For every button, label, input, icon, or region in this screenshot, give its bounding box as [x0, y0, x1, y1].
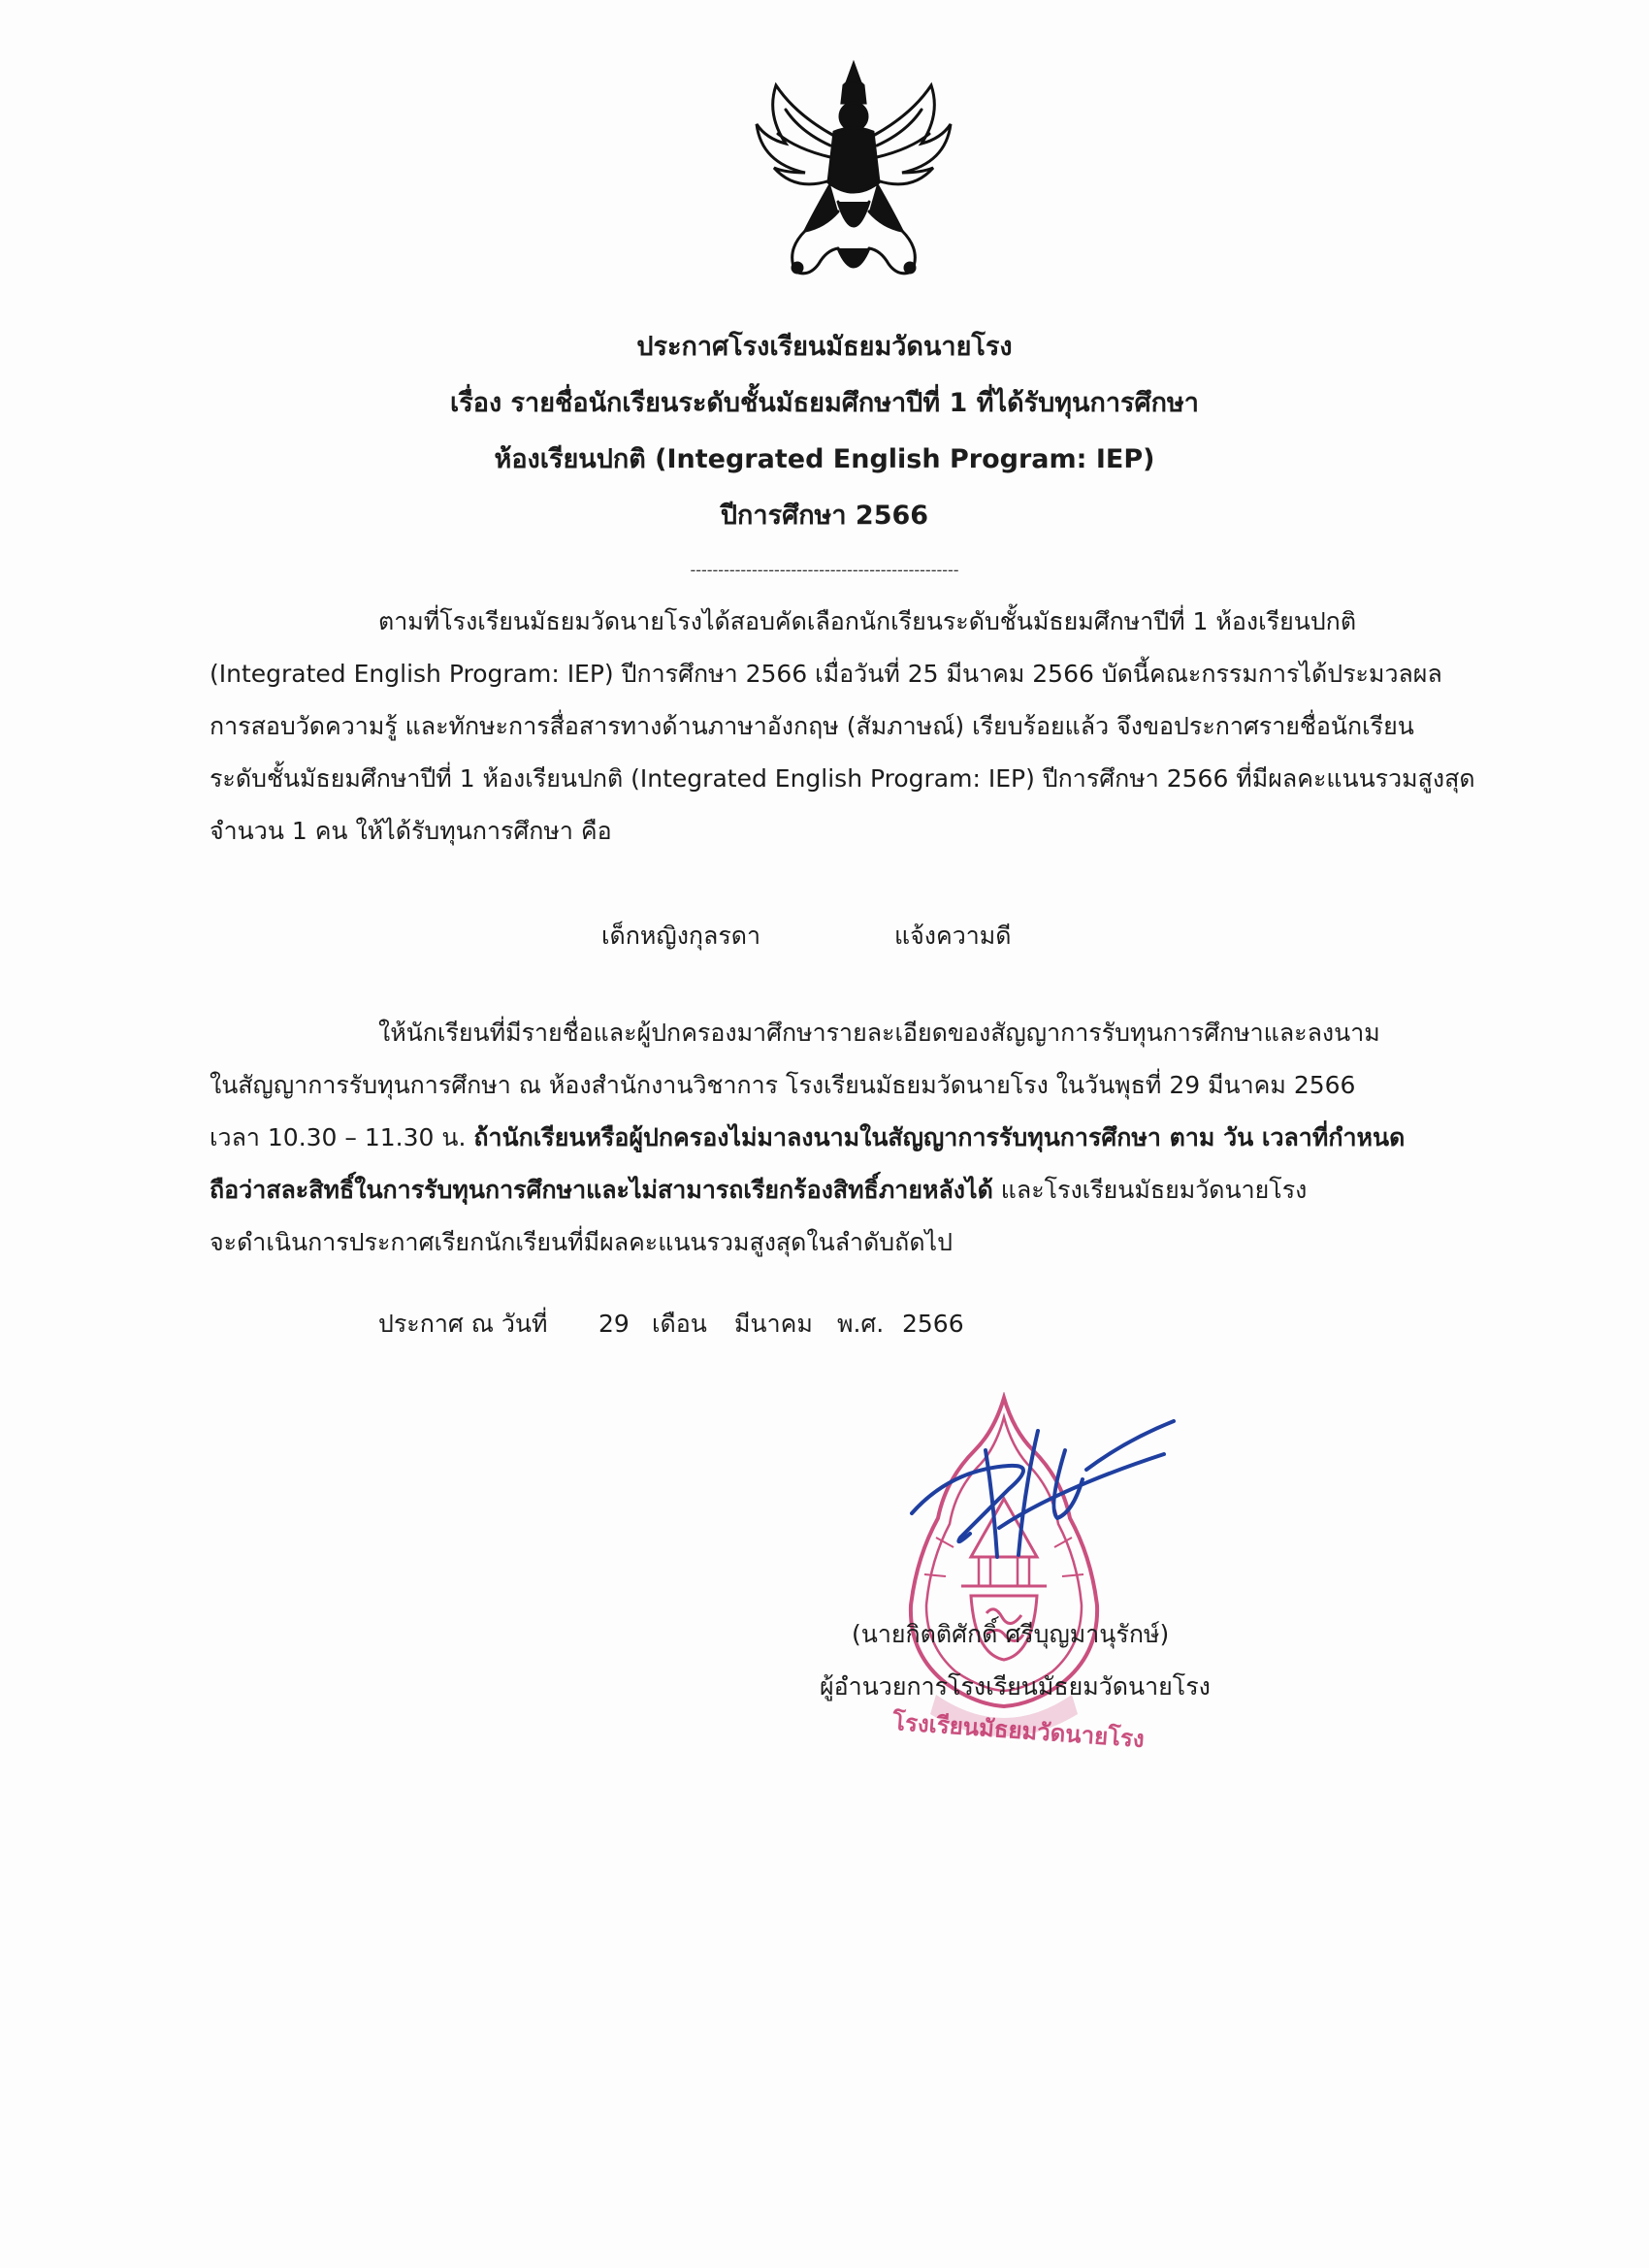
- paragraph2-line4-forfeit: ถือว่าสละสิทธิ์ในการรับทุนการศึกษาและไม่สามารถเรียกร้องสิทธิ์ภายหลังได้: [210, 1176, 993, 1204]
- announcement-date-day: 29: [598, 1310, 630, 1338]
- announcement-academic-year: ปีการศึกษา 2566: [720, 501, 929, 531]
- announcement-date-year-label: พ.ศ.: [837, 1310, 885, 1338]
- heading-divider: ------------------------------------------------: [690, 561, 959, 579]
- paragraph2-line2: ในสัญญาการรับทุนการศึกษา ณ ห้องสำนักงานวิชาการ โรงเรียนมัธยมวัดนายโรง ในวันพุธที่ 29 มีนาคม 2566: [210, 1071, 1356, 1099]
- paragraph1-line1: ตามที่โรงเรียนมัธยมวัดนายโรงได้สอบคัดเลือกนักเรียนระดับชั้นมัธยมศึกษาปีที่ 1 ห้องเรียนปกติ: [378, 607, 1357, 635]
- paragraph2-line3: [210, 1125, 1405, 1150]
- paragraph2-line4: [210, 1178, 1307, 1202]
- announcement-subject: เรื่อง รายชื่อนักเรียนระดับชั้นมัธยมศึกษาปีที่ 1 ที่ได้รับทุนการศึกษา: [450, 388, 1199, 418]
- paragraph2-line3-time: เวลา 10.30 – 11.30 น.: [210, 1123, 474, 1151]
- paragraph1-line5: จำนวน 1 คน ให้ได้รับทุนการศึกษา คือ: [210, 817, 612, 845]
- student-last-name: แจ้งความดี: [894, 922, 1012, 950]
- student-first-name: เด็กหญิงกุลรดา: [601, 922, 761, 950]
- garuda-emblem-icon: [737, 56, 970, 289]
- announcement-date-month-label: เดือน: [652, 1310, 707, 1338]
- stamp-school-name: โรงเรียนมัธยมวัดนายโรง: [891, 1707, 1146, 1754]
- paragraph2-line1: ให้นักเรียนที่มีรายชื่อและผู้ปกครองมาศึกษารายละเอียดของสัญญาการรับทุนการศึกษาและลงนาม: [378, 1019, 1380, 1047]
- paragraph1-line4: ระดับชั้นมัธยมศึกษาปีที่ 1 ห้องเรียนปกติ (Integrated English Program: IEP) ปีการศึกษา 2566 ที่มีผลคะแนนรวมสูงสุด: [210, 764, 1475, 793]
- paragraph1-line3: การสอบวัดความรู้ และทักษะการสื่อสารทางด้านภาษาอังกฤษ (สัมภาษณ์) เรียบร้อยแล้ว จึงขอประกาศรายชื่อนักเรียน: [210, 712, 1414, 740]
- paragraph1-line2: (Integrated English Program: IEP) ปีการศึกษา 2566 เมื่อวันที่ 25 มีนาคม 2566 บัดนี้คณะกรรมการได้ประมวลผล: [210, 660, 1442, 688]
- paragraph2-line3-condition: ถ้านักเรียนหรือผู้ปกครองไม่มาลงนามในสัญญาการรับทุนการศึกษา ตาม วัน เวลาที่กำหนด: [473, 1123, 1406, 1151]
- director-signature-icon: [892, 1411, 1183, 1576]
- announcement-title: ประกาศโรงเรียนมัธยมวัดนายโรง: [636, 332, 1013, 362]
- announcement-date-month: มีนาคม: [734, 1310, 813, 1338]
- announcement-program: ห้องเรียนปกติ (Integrated English Program: IEP): [494, 444, 1155, 474]
- announcement-date-prefix: ประกาศ ณ วันที่: [378, 1310, 548, 1338]
- signatory-position: ผู้อำนวยการโรงเรียนมัธยมวัดนายโรง: [820, 1672, 1211, 1701]
- paragraph2-line5: จะดำเนินการประกาศเรียกนักเรียนที่มีผลคะแนนรวมสูงสุดในลำดับถัดไป: [210, 1228, 953, 1256]
- paragraph2-line4-rest: และโรงเรียนมัธยมวัดนายโรง: [992, 1176, 1308, 1204]
- signatory-name: (นายกิตติศักดิ์ ศรีบุญมานุรักษ์): [852, 1620, 1170, 1648]
- announcement-date-year: 2566: [902, 1310, 964, 1338]
